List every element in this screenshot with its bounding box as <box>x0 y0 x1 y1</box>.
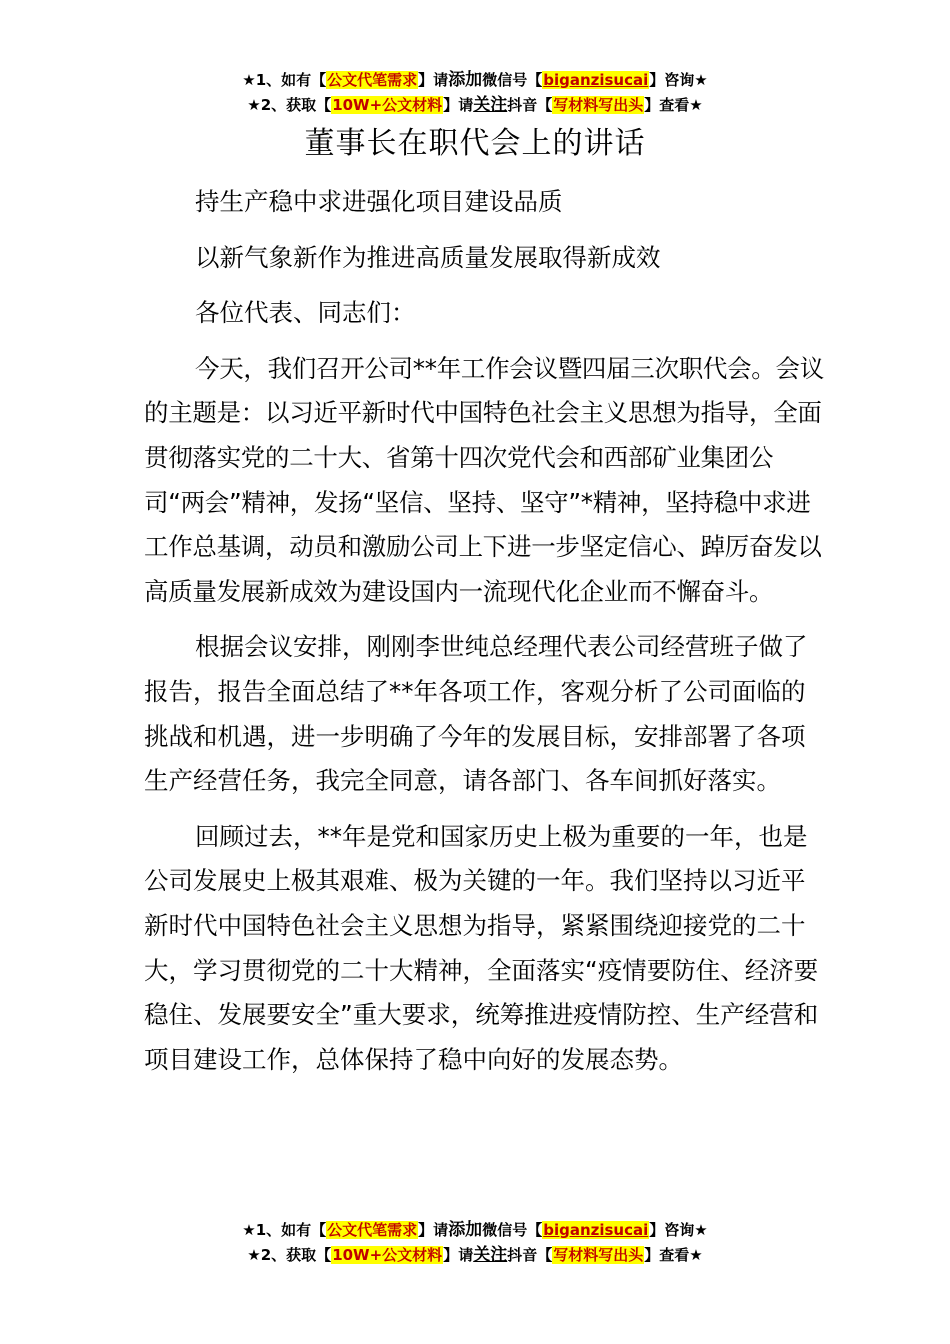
banner-text: 抖音【 <box>507 1246 553 1264</box>
banner-text: 】查看 <box>644 1246 690 1264</box>
banner-emphasis: 关注 <box>473 1245 508 1265</box>
banner-text: 】咨询 <box>649 1221 695 1239</box>
star-icon: ★ <box>242 71 256 89</box>
highlight-service: 公文代笔需求 <box>327 71 418 89</box>
banner-emphasis: 添加 <box>448 1220 483 1240</box>
paragraph: 今天，我们召开公司**年工作会议暨四届三次职代会。会议的主题是：以习近平新时代中国特色社会主义思想为指导，全面贯彻落实党的二十大、省第十四次党代会和西部矿业集团公司“两会”精神，发扬“坚信、坚持、坚守”*精神，坚持稳中求进工作总基调，动员和激励公司上下进一步坚定信心、踔厉奋发以高质量发展新成效为建设国内一流现代化企业而不懈奋斗。 <box>144 353 824 606</box>
banner-text: 】咨询 <box>649 71 695 89</box>
highlight-materials: 10W+公文材料 <box>332 1246 443 1264</box>
banner-text: 】查看 <box>644 96 690 114</box>
paragraph: 根据会议安排，刚刚李世纯总经理代表公司经营班子做了报告，报告全面总结了**年各项工作，客观分析了公司面临的挑战和机遇，进一步明确了今年的发展目标，安排部署了各项生产经营任务，我完全同意，请各部门、各车间抓好落实。 <box>144 632 808 796</box>
banner-text: 】请 <box>418 71 449 89</box>
banner-emphasis: 关注 <box>473 95 508 115</box>
star-icon: ★ <box>247 1246 261 1264</box>
footer-banner <box>0 1218 950 1268</box>
banner-text: 1、如有【 <box>255 71 327 89</box>
banner-text: 2、获取【 <box>260 96 332 114</box>
banner-line-1 <box>0 68 950 93</box>
douyin-account-highlight[interactable]: 写材料写出头 <box>553 96 644 114</box>
banner-text: 微信号【 <box>482 1221 543 1239</box>
star-icon: ★ <box>242 1221 256 1239</box>
banner-text: 1、如有【 <box>255 1221 327 1239</box>
banner-text: 2、获取【 <box>260 1246 332 1264</box>
wechat-id-link[interactable]: biganzisucai <box>543 1221 649 1239</box>
banner-text: 】请 <box>443 96 474 114</box>
wechat-id-link[interactable]: biganzisucai <box>543 71 649 89</box>
document-body <box>144 180 824 1082</box>
document-title: 董事长在职代会上的讲话 <box>304 126 646 161</box>
subtitle-line-2: 以新气象新作为推进高质量发展取得新成效 <box>195 242 661 272</box>
star-icon: ★ <box>689 96 703 114</box>
star-icon: ★ <box>694 71 708 89</box>
banner-line-1 <box>0 1218 950 1243</box>
highlight-materials: 10W+公文材料 <box>332 96 443 114</box>
header-banner <box>0 68 950 118</box>
douyin-account-highlight[interactable]: 写材料写出头 <box>553 1246 644 1264</box>
banner-text: 】请 <box>418 1221 449 1239</box>
star-icon: ★ <box>689 1246 703 1264</box>
banner-line-2 <box>0 93 950 118</box>
banner-line-2 <box>0 1243 950 1268</box>
paragraph: 回顾过去，**年是党和国家历史上极为重要的一年，也是公司发展史上极其艰难、极为关键的一年。我们坚持以习近平新时代中国特色社会主义思想为指导，紧紧围绕迎接党的二十大，学习贯彻党的二十大精神，全面落实“疫情要防住、经济要稳住、发展要安全”重大要求，统筹推进疫情防控、生产经营和项目建设工作，总体保持了稳中向好的发展态势。 <box>144 821 819 1074</box>
highlight-service: 公文代笔需求 <box>327 1221 418 1239</box>
salutation: 各位代表、同志们： <box>195 298 416 328</box>
star-icon: ★ <box>694 1221 708 1239</box>
banner-text: 抖音【 <box>507 96 553 114</box>
banner-emphasis: 添加 <box>448 70 483 90</box>
banner-text: 】请 <box>443 1246 474 1264</box>
banner-text: 微信号【 <box>482 71 543 89</box>
star-icon: ★ <box>247 96 261 114</box>
subtitle-line-1: 持生产稳中求进强化项目建设品质 <box>195 187 563 216</box>
